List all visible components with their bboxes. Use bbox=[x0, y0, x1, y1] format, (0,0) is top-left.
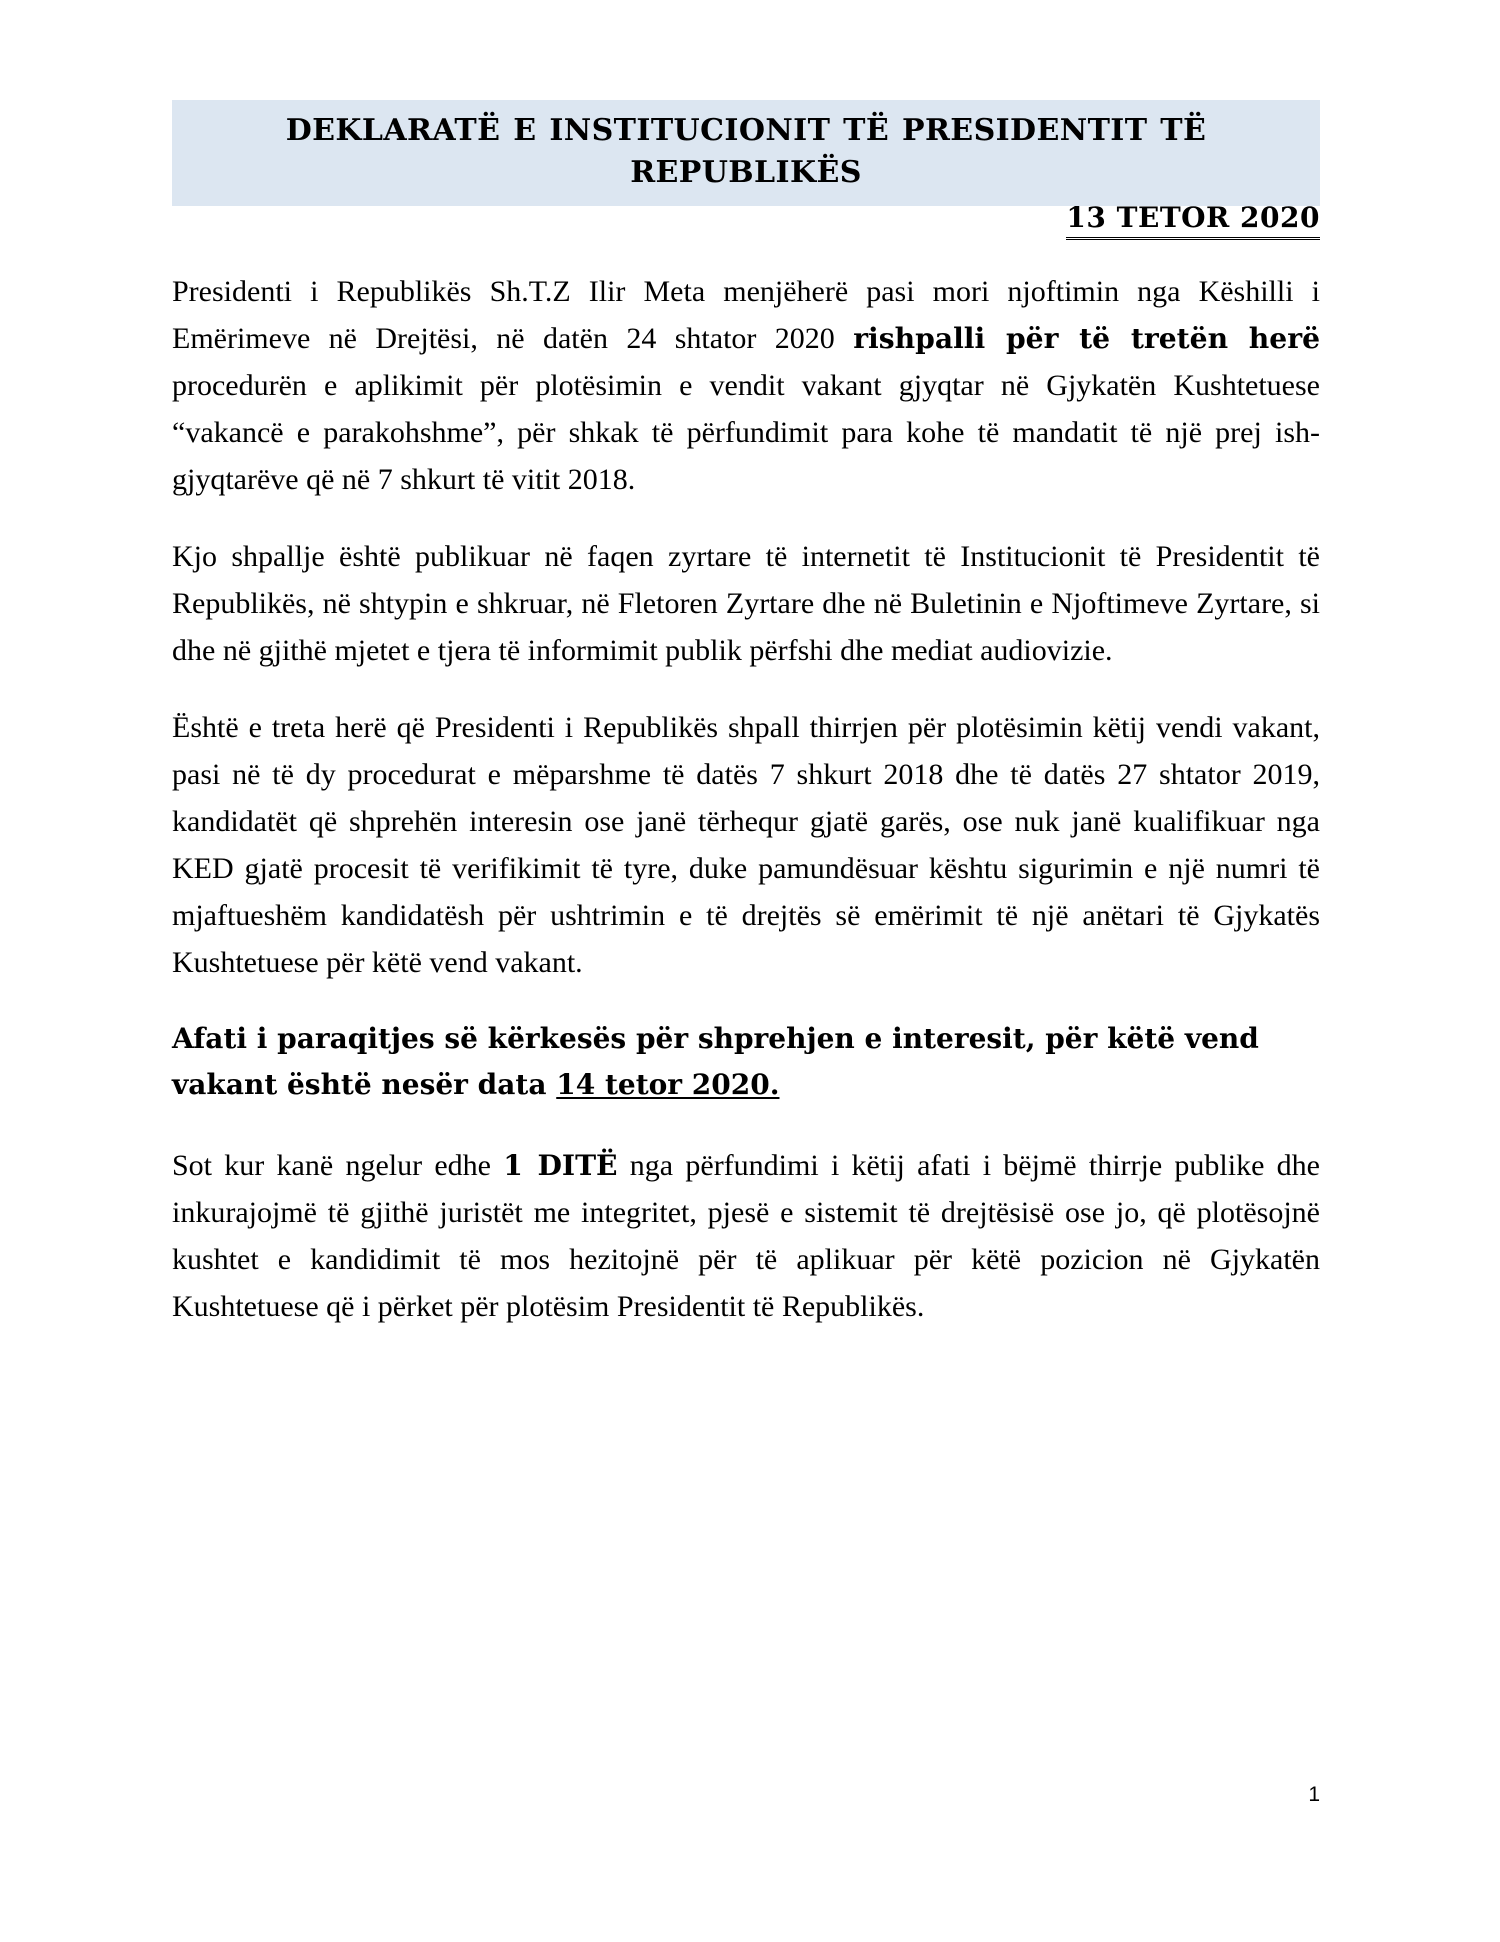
paragraph-2 bbox=[172, 533, 1320, 674]
page-number: 1 bbox=[1308, 1783, 1320, 1806]
paragraph-3-run-1: Është e treta herë që Presidenti i Republikës shpall thirrjen për plotësimin këtij vendi vakant, pasi në të dy procedurat e mëparshme të datës 7 shkurt 2018 dhe të datës 27 shtator 2019, kandidatët që shprehën interesin ose janë tërhequr gjatë garës, ose nuk janë kualifikuar nga KED gjatë procesit të verifikimit të tyre, duke pamundësuar kështu sigurimin e një numri të mjaftueshëm kandidatësh për ushtrimin e të drejtës së emërimit të një anëtari të Gjykatës Kushtetuese për këtë vend vakant. bbox=[172, 711, 1320, 979]
paragraph-2-run-1: Kjo shpallje është publikuar në faqen zyrtare të internetit të Institucionit të Presidentit të Republikës, në shtypin e shkruar, në Fletoren Zyrtare dhe në Buletinin e Njoftimeve Zyrtare, si dhe në gjithë mjetet e tjera të informimit publik përfshi dhe mediat audiovizie. bbox=[172, 540, 1320, 667]
paragraph-5-run-2-bold: 1 DITË bbox=[503, 1149, 618, 1182]
document-body bbox=[172, 268, 1320, 1330]
document-date-line bbox=[172, 200, 1320, 240]
page-title: DEKLARATË E INSTITUCIONIT TË PRESIDENTIT TË REPUBLIKËS bbox=[285, 113, 1207, 190]
paragraph-4-run-1: Afati i paraqitjes së kërkesës për shprehjen e interesit, për këtë vend vakant është nesër data bbox=[172, 1022, 1259, 1101]
paragraph-1-run-2-bold: rishpalli për të tretën herë bbox=[853, 322, 1320, 355]
paragraph-4-deadline bbox=[172, 1016, 1320, 1108]
paragraph-5-run-3: nga përfundimi i këtij afati i bëjmë thirrje publike dhe inkurajojmë të gjithë juristët me integritet, pjesë e sistemit të drejtësisë ose jo, që plotësojnë kushtet e kandidimit të mos hezitojnë për të aplikuar për këtë pozicion në Gjykatën Kushtetuese që i përket për plotësim Presidentit të Republikës. bbox=[172, 1149, 1320, 1323]
paragraph-4-run-2-underlined-date: 14 tetor 2020. bbox=[556, 1068, 780, 1101]
paragraph-3 bbox=[172, 704, 1320, 986]
declaration-date: 13 TETOR 2020 bbox=[1066, 200, 1320, 240]
document-header-banner bbox=[172, 100, 1320, 206]
paragraph-5 bbox=[172, 1142, 1320, 1330]
paragraph-5-run-1: Sot kur kanë ngelur edhe bbox=[172, 1149, 504, 1182]
paragraph-1-run-3: procedurën e aplikimit për plotësimin e vendit vakant gjyqtar në Gjykatën Kushtetuese “vakancë e parakohshme”, për shkak të përfundimit para kohe të mandatit të një prej ish-gjyqtarëve që në 7 shkurt të vitit 2018. bbox=[172, 369, 1320, 496]
paragraph-1 bbox=[172, 268, 1320, 503]
paragraph-1-run-1: Presidenti i Republikës Sh.T.Z Ilir Meta menjëherë pasi mori njoftimin nga Këshilli i Emërimeve në Drejtësi, në datën 24 shtator 2020 bbox=[172, 275, 1320, 355]
